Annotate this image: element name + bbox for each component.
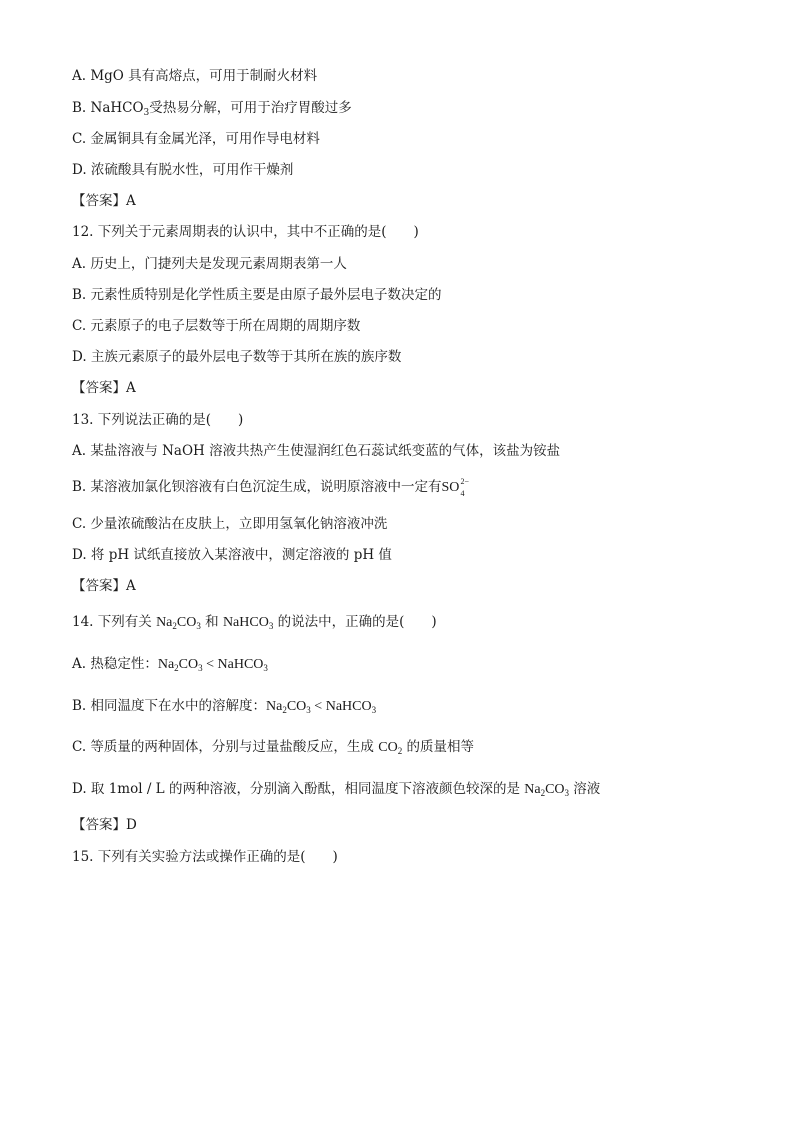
- nahco3-base: NaHCO: [222, 615, 269, 630]
- q12-option-c: C. 元素原子的电子层数等于所在周期的周期序数: [72, 318, 361, 334]
- q11-option-c: C. 金属铜具有金属光泽，可用作导电材料: [72, 131, 320, 147]
- na2co3-sub2: 2: [174, 663, 179, 673]
- q14-option-d-pre: D. 取 1mol / L 的两种溶液，分别滴入酚酞，相同温度下溶液颜色较深的是: [72, 781, 525, 797]
- q12-answer: 【答案】A: [72, 380, 136, 396]
- q14-option-c: [72, 738, 474, 757]
- na2co3-sub2: 2: [172, 621, 177, 631]
- co2-base: CO: [378, 740, 398, 755]
- q13-option-c: C. 少量浓硫酸沾在皮肤上，立即用氢氧化钠溶液冲洗: [72, 516, 388, 532]
- na2co3-co: CO: [286, 699, 307, 714]
- q14-stem-pre: 14. 下列有关: [72, 614, 157, 630]
- q15-stem: 15. 下列有关实验方法或操作正确的是( ): [72, 849, 338, 865]
- formula-na2co3: [156, 615, 201, 630]
- na2co3-na: Na: [156, 615, 173, 630]
- nahco3-sub3: 3: [268, 621, 274, 631]
- formula-na2co3: [524, 782, 569, 797]
- sulfate-ion-charge: 2−: [460, 477, 470, 486]
- na2co3-na: Na: [157, 657, 175, 672]
- q14-option-b-pre: B. 相同温度下在水中的溶解度：: [72, 698, 267, 714]
- nahco3-base: NaHCO: [325, 699, 372, 714]
- formula-co2: [378, 740, 402, 755]
- sulfate-ion-base: SO: [441, 480, 460, 495]
- na2co3-sub3: 3: [196, 621, 201, 631]
- q14-option-a: [72, 655, 268, 674]
- sulfate-ion: [441, 477, 470, 498]
- nahco3-sub3: 3: [263, 663, 268, 673]
- na2co3-sub3: 3: [198, 663, 203, 673]
- q14-stem-post: 的说法中，正确的是( ): [273, 614, 437, 630]
- q12-option-a: A. 历史上，门捷列夫是发现元素周期表第一人: [72, 256, 347, 272]
- less-than-sign: <: [310, 699, 326, 714]
- na2co3-na: Na: [524, 782, 541, 797]
- sulfate-ion-subscript: 4: [460, 489, 465, 498]
- formula-na2co3: [266, 699, 311, 714]
- na2co3-sub2: 2: [540, 788, 546, 798]
- co2-sub2: 2: [397, 746, 403, 756]
- q14-stem-mid: 和: [200, 614, 223, 630]
- q11-option-b-pre: B. NaHCO: [72, 100, 144, 116]
- q11-option-d: D. 浓硫酸具有脱水性，可用作干燥剂: [72, 162, 294, 178]
- na2co3-co: CO: [176, 615, 197, 630]
- na2co3-na: Na: [266, 699, 283, 714]
- q11-answer: 【答案】A: [72, 193, 136, 209]
- q14-stem: [72, 613, 437, 632]
- less-than-sign: <: [202, 657, 218, 672]
- na2co3-sub2: 2: [282, 705, 287, 715]
- na2co3-sub3: 3: [564, 788, 570, 798]
- q14-answer: 【答案】D: [72, 817, 137, 833]
- q14-option-b: [72, 697, 376, 716]
- q13-option-d: D. 将 pH 试纸直接放入某溶液中，测定溶液的 pH 值: [72, 547, 392, 563]
- nahco3-sub3: 3: [371, 705, 377, 715]
- na2co3-sub3: 3: [306, 705, 311, 715]
- q13-option-a: A. 某盐溶液与 NaOH 溶液共热产生使湿润红色石蕊试纸变蓝的气体，该盐为铵盐: [72, 443, 561, 459]
- formula-nahco3: [223, 615, 273, 630]
- nahco3-base: NaHCO: [217, 657, 264, 672]
- q12-stem: 12. 下列关于元素周期表的认识中，其中不正确的是( ): [72, 224, 419, 240]
- q14-option-a-pre: A. 热稳定性：: [72, 656, 158, 672]
- q13-answer: 【答案】A: [72, 578, 136, 594]
- q13-stem: 13. 下列说法正确的是( ): [72, 412, 244, 428]
- q11-option-a: A. MgO 具有高熔点，可用于制耐火材料: [72, 68, 318, 84]
- q11-option-b: [72, 99, 352, 117]
- q11-option-b-sub: 3: [143, 108, 150, 118]
- na2co3-co: CO: [178, 657, 199, 672]
- q14-option-c-pre: C. 等质量的两种固体，分别与过量盐酸反应，生成: [72, 739, 379, 755]
- q12-option-b: B. 元素性质特别是化学性质主要是由原子最外层电子数决定的: [72, 287, 442, 303]
- q13-option-b: [72, 477, 470, 498]
- q14-option-d: [72, 780, 600, 799]
- formula-nahco3: [326, 699, 376, 714]
- q14-option-c-post: 的质量相等: [402, 739, 474, 755]
- formula-na2co3: [158, 657, 203, 672]
- q11-option-b-post: 受热易分解，可用于治疗胃酸过多: [149, 100, 352, 116]
- q13-option-b-pre: B. 某溶液加氯化钡溶液有白色沉淀生成，说明原溶液中一定有: [72, 479, 442, 495]
- q12-option-d: D. 主族元素原子的最外层电子数等于其所在族的族序数: [72, 349, 402, 365]
- q14-option-d-post: 溶液: [569, 781, 601, 797]
- formula-nahco3: [218, 657, 268, 672]
- na2co3-co: CO: [545, 782, 565, 797]
